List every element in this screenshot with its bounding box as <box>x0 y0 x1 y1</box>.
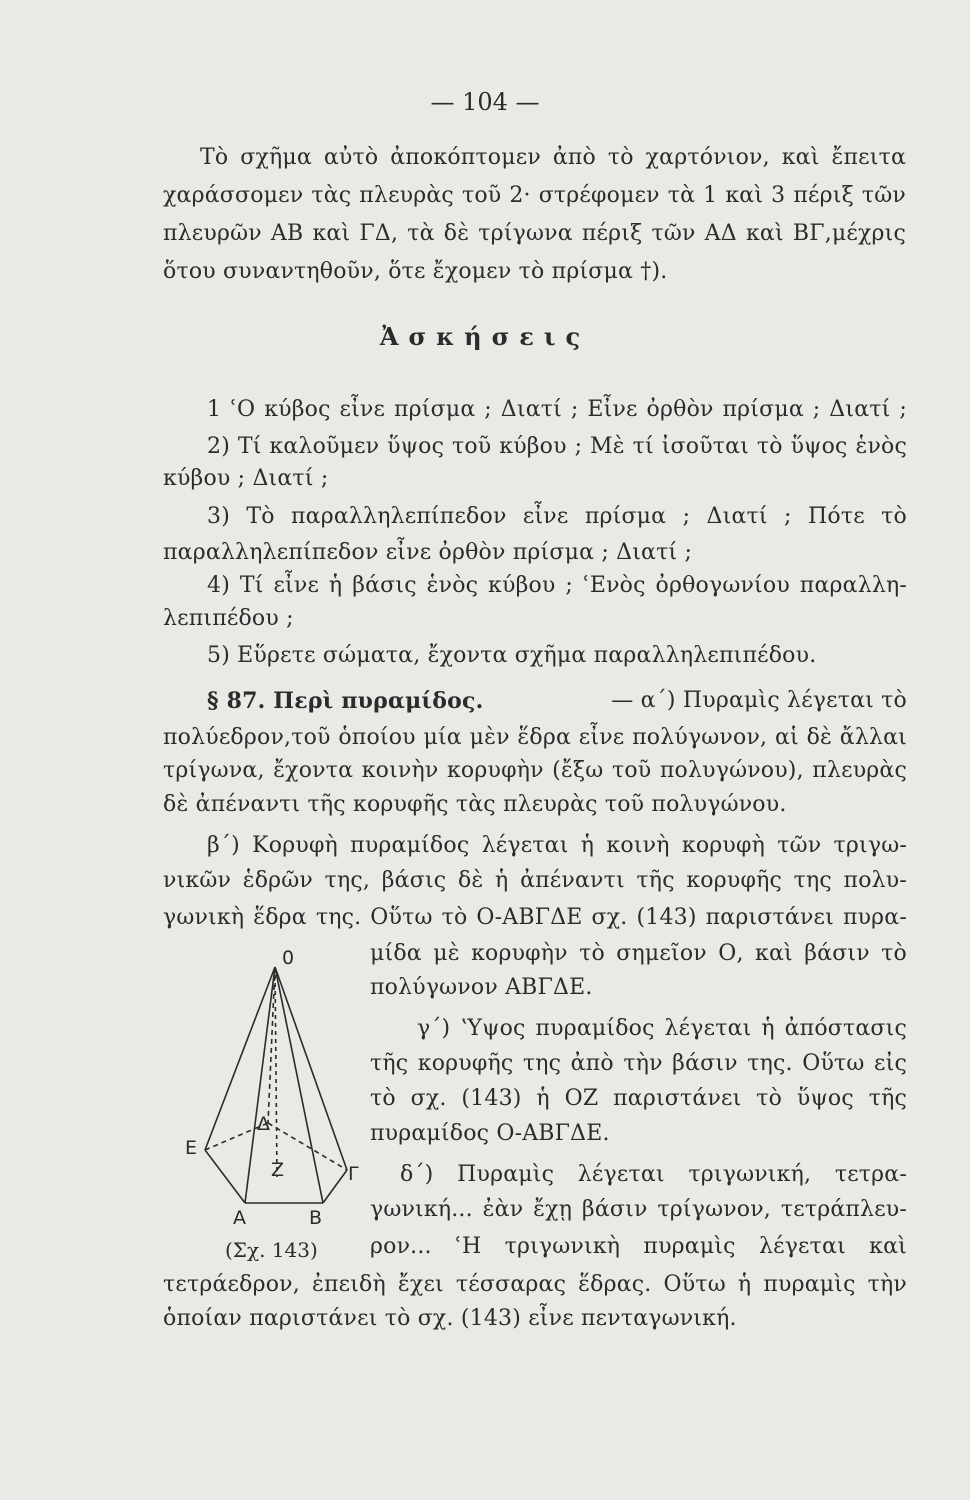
intro-line-2: χαράσσομεν τὰς πλευρὰς τοῦ 2· στρέφομεν τὰ 1 καὶ 3 πέριξ τῶν <box>163 183 906 208</box>
page-number: — 104 — <box>430 88 540 116</box>
section-line-1: — α΄) Πυραμὶς λέγεται τὸ <box>611 688 907 713</box>
figure-caption: (Σχ. 143) <box>225 1238 318 1262</box>
label-vertex-b: B <box>309 1207 323 1229</box>
intro-line-4: ὅτου συναντηθοῦν, ὅτε ἔχομεν τὸ πρίσμα †). <box>163 259 668 284</box>
beside-line-3: γ΄) ʽΥψος πυραμίδος λέγεται ἡ ἀπόστασις <box>417 1016 907 1041</box>
section-line-5: β΄) Κορυφὴ πυραμίδος λέγεται ἡ κοινὴ κορυφὴ τῶν τριγω- <box>207 833 907 858</box>
beside-line-5: τὸ σχ. (143) ἡ ΟΖ παριστάνει τὸ ὕψος τῆς <box>370 1086 907 1111</box>
label-vertex-o: 0 <box>282 947 295 969</box>
beside-line-4: τῆς κορυφῆς της ἀπὸ τὴν βάσιν της. Οὕτω εἰς <box>370 1051 907 1076</box>
section-title: § 87. Περὶ πυραμίδος. <box>207 688 484 714</box>
beside-line-1: μίδα μὲ κορυφὴν τὸ σημεῖον Ο, καὶ βάσιν τὸ <box>370 941 907 966</box>
exercise-line-3: κύβου ; Διατί ; <box>163 466 329 491</box>
section-line-7: γωνικὴ ἕδρα της. Οὕτω τὸ Ο-ΑΒΓΔΕ σχ. (143) παριστάνει πυρα- <box>163 905 907 930</box>
pyramid-drawing <box>185 945 360 1235</box>
label-vertex-e: E <box>185 1137 198 1159</box>
beside-line-2: πολύγωνον ΑΒΓΔΕ. <box>370 975 593 1000</box>
section-line-6: νικῶν ἑδρῶν της, βάσις δὲ ἡ ἀπέναντι τῆς κορυφῆς της πολυ- <box>163 868 907 893</box>
label-vertex-g: Γ <box>348 1163 359 1185</box>
section-line-2: πολύεδρον,τοῦ ὁποίου μία μὲν ἕδρα εἶνε πολύγωνον, αἱ δὲ ἄλλαι <box>163 725 907 750</box>
section-line-3: τρίγωνα, ἔχοντα κοινὴν κορυφὴν (ἔξω τοῦ πολυγώνου), πλευρὰς <box>163 758 907 783</box>
intro-line-1: Τὸ σχῆμα αὐτὸ ἀποκόπτομεν ἀπὸ τὸ χαρτόνιον, καὶ ἔπειτα <box>200 145 906 170</box>
label-vertex-d: Δ <box>257 1113 270 1135</box>
intro-line-3: πλευρῶν ΑΒ καὶ ΓΔ, τὰ δὲ τρίγωνα πέριξ τῶν ΑΔ καὶ ΒΓ,μέχρις <box>163 221 906 246</box>
beside-line-8: γωνική... ἐὰν ἔχῃ βάσιν τρίγωνον, τετράπλευ- <box>370 1197 907 1222</box>
exercises-heading: Ἀσκήσεις <box>379 322 591 351</box>
label-point-z: Z <box>271 1159 285 1181</box>
exercise-line-5: παραλληλεπίπεδον εἶνε ὀρθὸν πρίσμα ; Διατί ; <box>163 540 693 565</box>
section-line-4: δὲ ἀπέναντι τῆς κορυφῆς τὰς πλευρὰς τοῦ πολυγώνου. <box>163 792 787 817</box>
exercise-line-4: 3) Τὸ παραλληλεπίπεδον εἶνε πρίσμα ; Διατί ; Πότε τὸ <box>207 504 907 529</box>
pyramid-figure <box>185 945 360 1235</box>
exercise-line-1: 1 ʿΟ κύβος εἶνε πρίσμα ; Διατί ; Εἶνε ὀρθὸν πρίσμα ; Διατί ; <box>207 397 907 422</box>
exercise-line-7: λεπιπέδου ; <box>163 606 294 631</box>
beside-line-7: δ΄) Πυραμὶς λέγεται τριγωνική, τετρα- <box>400 1162 907 1187</box>
final-line-1: τετράεδρον, ἐπειδὴ ἔχει τέσσαρας ἕδρας. Οὕτω ἡ πυραμὶς τὴν <box>163 1272 907 1297</box>
beside-line-9: ρον... ʿΗ τριγωνικὴ πυραμὶς λέγεται καὶ <box>370 1234 907 1259</box>
label-vertex-a: A <box>233 1207 246 1229</box>
final-line-2: ὁποίαν παριστάνει τὸ σχ. (143) εἶνε πενταγωνική. <box>163 1306 737 1331</box>
exercise-line-8: 5) Εὕρετε σώματα, ἔχοντα σχῆμα παραλληλεπιπέδου. <box>207 643 817 668</box>
exercise-line-2: 2) Τί καλοῦμεν ὕψος τοῦ κύβου ; Μὲ τί ἰσοῦται τὸ ὕψος ἑνὸς <box>207 434 907 459</box>
exercise-line-6: 4) Τί εἶνε ἡ βάσις ἑνὸς κύβου ; ʿΕνὸς ὀρθογωνίου παραλλη- <box>207 573 907 598</box>
beside-line-6: πυραμίδος Ο-ΑΒΓΔΕ. <box>370 1121 610 1146</box>
